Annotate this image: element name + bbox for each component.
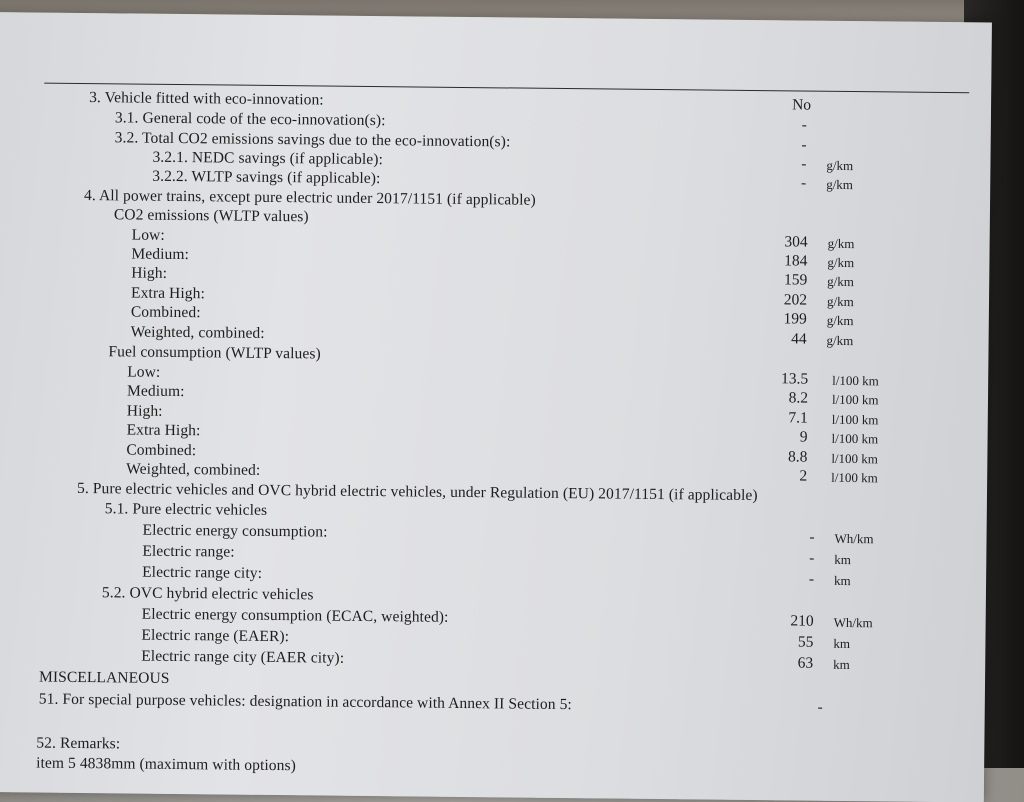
fuel-weighted-label: Weighted, combined: — [126, 460, 261, 479]
fuel-weighted-unit: l/100 km — [831, 469, 878, 486]
line-3-1-label: 3.1. General code of the eco-innovation(s): — [114, 109, 386, 130]
line-3-1-value: - — [801, 116, 807, 134]
ovc-range-value: 55 — [797, 633, 814, 651]
line-5-label: 5. Pure electric vehicles and OVC hybrid electric vehicles, under Regulation (EU) 2017/1151 (if applicable) — [76, 479, 758, 505]
line-3-value: No — [792, 96, 812, 114]
ovc-range-city-label: Electric range city (EAER city): — [141, 647, 345, 667]
co2-medium-label: Medium: — [131, 245, 190, 264]
fuel-medium-value: 8.2 — [788, 389, 809, 407]
document-sheet — [0, 12, 992, 802]
co2-extra-high-label: Extra High: — [130, 284, 206, 303]
pure-ev-consumption-label: Electric energy consumption: — [142, 521, 328, 541]
remarks-item: item 5 4838mm (maximum with options) — [36, 754, 296, 775]
line-3-2-label: 3.2. Total CO2 emissions savings due to the eco-innovation(s): — [114, 129, 511, 151]
co2-weighted-unit: g/km — [826, 332, 854, 349]
fuel-weighted-value: 2 — [799, 467, 808, 485]
pure-ev-range-unit: km — [834, 551, 852, 568]
co2-heading: CO2 emissions (WLTP values) — [113, 206, 309, 226]
pure-ev-range-city-value: - — [808, 570, 815, 588]
fuel-combined-label: Combined: — [126, 441, 197, 460]
line-5-2-label: 5.2. OVC hybrid electric vehicles — [101, 584, 314, 604]
line-3-2-2-label: 3.2.2. WLTP savings (if applicable): — [152, 167, 381, 188]
ovc-range-label: Electric range (EAER): — [141, 626, 290, 646]
co2-weighted-label: Weighted, combined: — [130, 323, 265, 342]
line-5-1-label: 5.1. Pure electric vehicles — [104, 500, 268, 519]
ovc-range-city-unit: km — [833, 656, 850, 673]
fuel-high-value: 7.1 — [788, 409, 808, 427]
co2-extra-high-unit: g/km — [826, 293, 854, 310]
co2-high-unit: g/km — [827, 273, 855, 290]
ovc-range-city-value: 63 — [797, 654, 814, 672]
pure-ev-range-city-label: Electric range city: — [142, 563, 263, 582]
co2-extra-high-value: 202 — [783, 291, 808, 309]
co2-low-unit: g/km — [827, 235, 855, 252]
ovc-range-unit: km — [833, 635, 851, 652]
fuel-low-value: 13.5 — [780, 370, 809, 388]
line-3-2-1-label: 3.2.1. NEDC savings (if applicable): — [152, 148, 384, 169]
fuel-high-unit: l/100 km — [831, 411, 879, 428]
fuel-medium-label: Medium: — [126, 382, 185, 401]
co2-combined-unit: g/km — [826, 312, 854, 329]
pure-ev-consumption-value: - — [809, 528, 815, 546]
ovc-consumption-value: 210 — [790, 612, 814, 630]
fuel-extra-high-value: 9 — [799, 428, 808, 446]
line-3-2-value: - — [801, 136, 807, 154]
fuel-extra-high-unit: l/100 km — [831, 430, 879, 447]
ovc-consumption-unit: Wh/km — [833, 614, 873, 631]
pure-ev-range-value: - — [809, 549, 815, 567]
pure-ev-consumption-unit: Wh/km — [834, 530, 874, 547]
co2-low-label: Low: — [131, 226, 165, 244]
line-52-label: 52. Remarks: — [36, 734, 121, 753]
fuel-low-label: Low: — [127, 363, 161, 381]
line-3-2-2-value: - — [800, 174, 807, 192]
line-3-label: 3. Vehicle fitted with eco-innovation: — [89, 89, 324, 109]
co2-medium-unit: g/km — [827, 254, 855, 271]
co2-weighted-value: 44 — [791, 330, 807, 348]
co2-medium-value: 184 — [784, 252, 808, 270]
co2-high-label: High: — [131, 264, 168, 282]
line-3-2-1-unit: g/km — [826, 157, 854, 174]
line-51-value: - — [817, 698, 823, 716]
pure-ev-range-city-unit: km — [834, 572, 851, 589]
line-4-label: 4. All power trains, except pure electric under 2017/1151 (if applicable) — [83, 186, 536, 209]
line-3-2-2-unit: g/km — [826, 176, 854, 193]
fuel-heading: Fuel consumption (WLTP values) — [108, 343, 321, 363]
line-3-2-1-value: - — [801, 155, 807, 173]
line-51-label: 51. For special purpose vehicles: designation in accordance with Annex II Section 5: — [38, 690, 572, 714]
co2-combined-value: 199 — [783, 310, 807, 328]
fuel-high-label: High: — [126, 402, 163, 420]
fuel-low-unit: l/100 km — [832, 372, 879, 389]
co2-high-value: 159 — [783, 271, 808, 289]
co2-low-value: 304 — [784, 233, 808, 251]
misc-heading: MISCELLANEOUS — [38, 668, 170, 687]
co2-combined-label: Combined: — [130, 303, 201, 322]
pure-ev-range-label: Electric range: — [142, 542, 235, 561]
fuel-combined-unit: l/100 km — [831, 450, 879, 467]
fuel-extra-high-label: Extra High: — [126, 421, 201, 440]
fuel-medium-unit: l/100 km — [831, 391, 879, 408]
ovc-consumption-label: Electric energy consumption (ECAC, weighted): — [141, 605, 449, 626]
fuel-combined-value: 8.8 — [787, 448, 808, 466]
